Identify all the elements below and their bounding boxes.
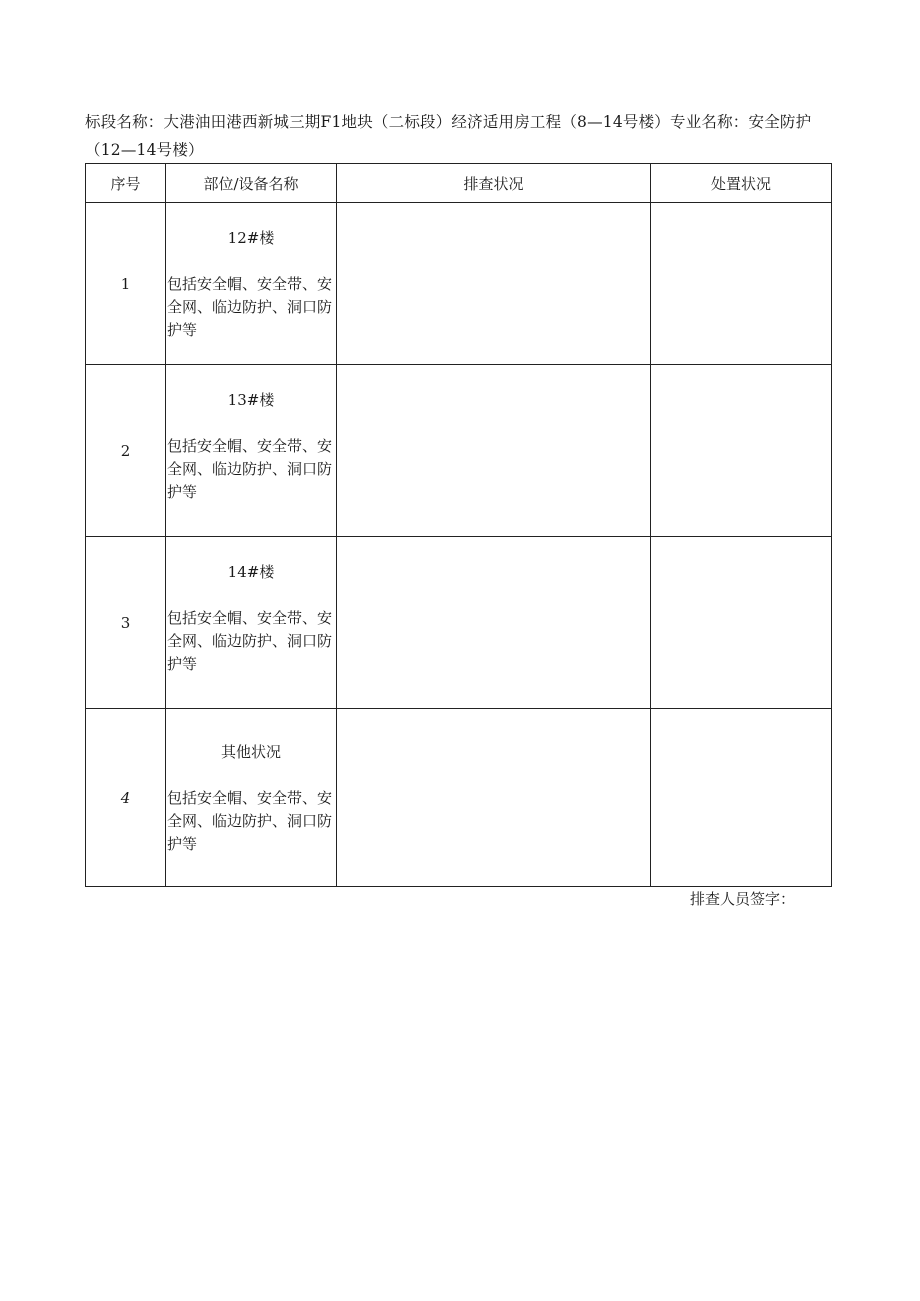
row-disposal-cell[interactable] xyxy=(651,537,832,709)
row-part-name: 13#楼 xyxy=(227,391,275,409)
row-inspection-cell[interactable] xyxy=(337,203,651,365)
row-seq: 4 xyxy=(86,709,166,887)
row-inspection-cell[interactable] xyxy=(337,709,651,887)
row-part-name: 其他状况 xyxy=(220,743,281,761)
row-disposal-cell[interactable] xyxy=(651,365,832,537)
signature-label: 排查人员签字： xyxy=(690,890,796,908)
row-part-cell xyxy=(166,365,337,537)
row-seq: 2 xyxy=(86,365,166,537)
row-part-cell xyxy=(166,203,337,365)
row-part-cell xyxy=(166,537,337,709)
column-header-inspection: 排查状况 xyxy=(337,164,651,203)
table-row xyxy=(86,203,832,365)
row-inspection-cell[interactable] xyxy=(337,537,651,709)
row-part-name: 12#楼 xyxy=(227,229,275,247)
column-header-disposal: 处置状况 xyxy=(651,164,832,203)
row-disposal-cell[interactable] xyxy=(651,203,832,365)
table-row xyxy=(86,365,832,537)
row-seq: 3 xyxy=(86,537,166,709)
row-part-cell xyxy=(166,709,337,887)
row-part-description: 包括安全帽、安全带、安全网、临边防护、洞口防护等 xyxy=(167,437,333,501)
row-part-description: 包括安全帽、安全带、安全网、临边防护、洞口防护等 xyxy=(167,789,333,853)
row-disposal-cell[interactable] xyxy=(651,709,832,887)
table-header-row xyxy=(86,164,832,203)
column-header-seq: 序号 xyxy=(86,164,166,203)
column-header-part: 部位/设备名称 xyxy=(166,164,337,203)
row-part-description: 包括安全帽、安全带、安全网、临边防护、洞口防护等 xyxy=(167,609,333,673)
table-row xyxy=(86,709,832,887)
row-seq: 1 xyxy=(86,203,166,365)
inspection-table xyxy=(85,163,832,887)
row-part-name: 14#楼 xyxy=(227,563,275,581)
section-header: 标段名称：大港油田港西新城三期F1地块（二标段）经济适用房工程（8—14号楼）专业名称：安全防护（12—14号楼） xyxy=(85,113,812,159)
row-inspection-cell[interactable] xyxy=(337,365,651,537)
row-part-description: 包括安全帽、安全带、安全网、临边防护、洞口防护等 xyxy=(167,275,333,339)
table-row xyxy=(86,537,832,709)
